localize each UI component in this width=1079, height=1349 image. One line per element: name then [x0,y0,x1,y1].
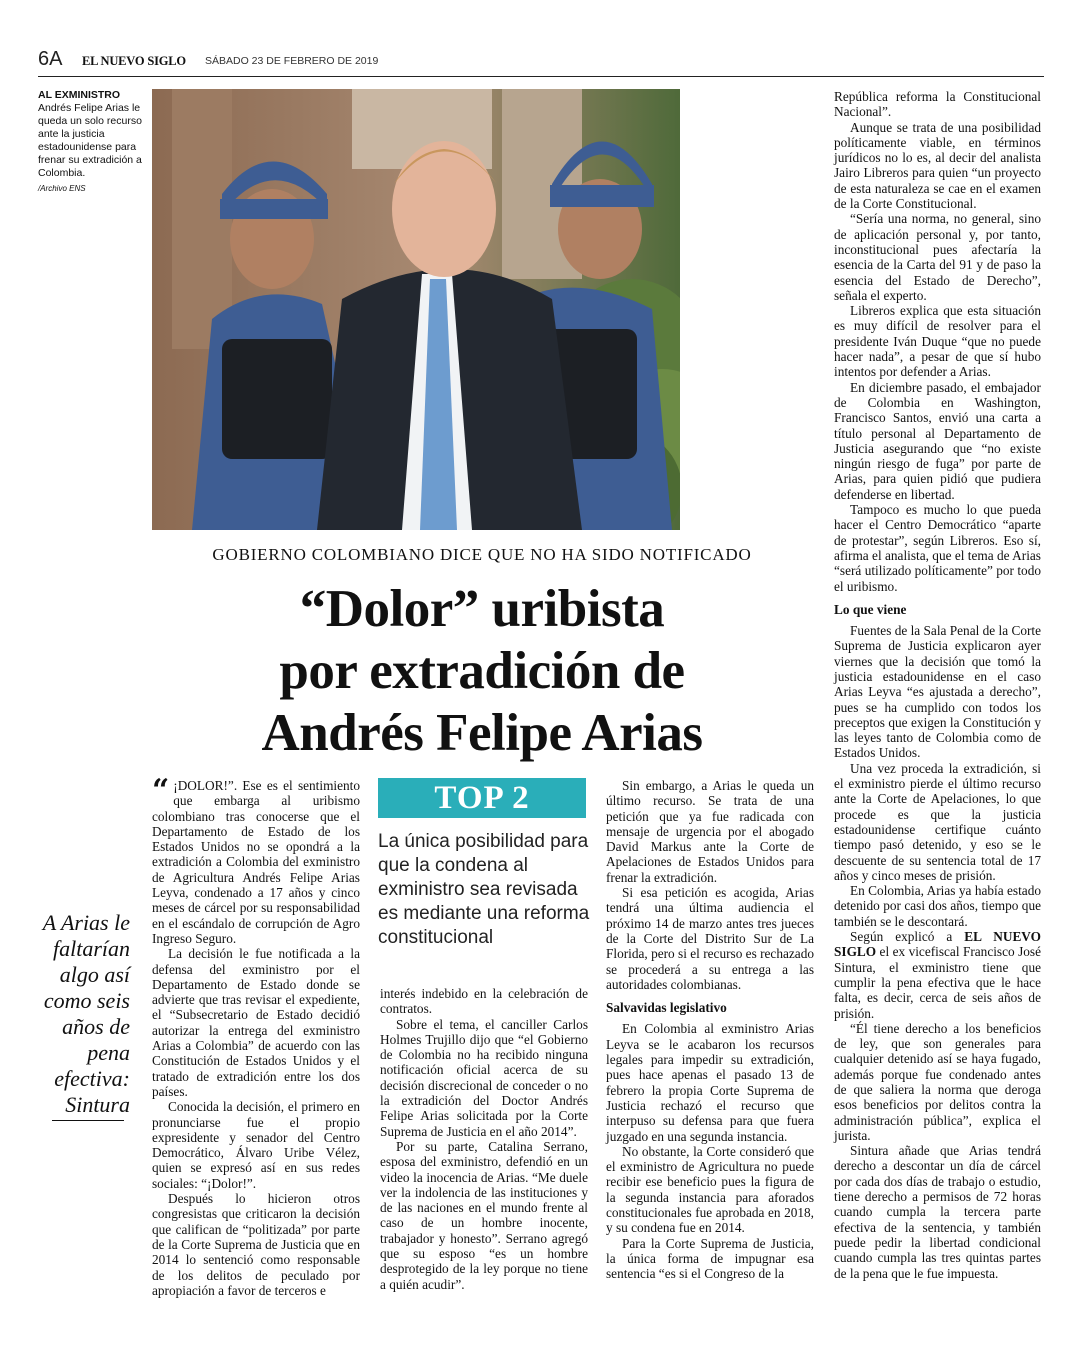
paragraph: Una vez proceda la extradición, si el exministro pierde el último recurso ante la Corte de Apelaciones, lo que procede es que la justicia estadounidense certifique cuánto tiempo pasó detenido, y eso se le descuente de su sentencia total de 17 años y cinco meses de prisión. [834,760,1041,883]
photo-caption [38,89,146,195]
paragraph: Sin embargo, a Arias le queda un último recurso. Se trata de una petición que ya fue radicada con mensaje de urgencia por el abogado David Markus ante la Corte de Apelaciones de Estados Unidos para frenar la extradición. [606,778,814,885]
article-column-4 [834,89,1041,1281]
paragraph: En Colombia al exministro Arias Leyva se le acabaron los recursos legales para impedir su extradición, pues hace apenas el pasado 13 de febrero la propia Corte Suprema de Justicia rechazó el recurso que interpuso su defensa para que fuera juzgado en una segunda instancia. [606,1021,814,1144]
paragraph: Si esa petición es acogida, Arias tendrá una última audiencia el próximo 14 de marzo antes tres jueces de la Corte del Distrito Sur de La Florida, pero si el recurso es rechazado se procederá a su entrega a las autoridades colombianas. [606,885,814,992]
newspaper-mention: EL NUEVO SIGLO [834,929,1041,960]
headline-line: por extradición de [279,642,685,700]
paragraph: Para la Corte Suprema de Justicia, la única forma de impugnar esa sentencia “es si el Congreso de la [606,1235,814,1282]
photo-illustration [152,89,680,530]
paragraph: Sobre el tema, el canciller Carlos Holmes Trujillo dijo que “el Gobierno de Colombia no ha recibido ninguna notificación oficial acerca de su decisión discrecional de conceder o no la extradición del Doctor Andrés Felipe Arias solicitada por la Corte Suprema de Justicia en el año 2014”. [380,1016,588,1139]
subheading: Lo que viene [834,601,907,617]
headline-line: Andrés Felipe Arias [261,704,703,762]
top-box-text: La única posibilidad para que la condena al exministro sea revisada es mediante una reforma constitucional [378,831,590,948]
headline-line: “Dolor” uribista [299,580,665,638]
paragraph: En diciembre pasado, el embajador de Colombia en Washington, Francisco Santos, envió una carta a título personal al Departamento de Justicia asegurando que “no existe ningún riesgo de fuga” por parte de Arias, para quien pidió que pudiera defenderse en libertad. [834,379,1041,502]
paragraph: Conocida la decisión, el primero en pronunciarse fue el propio expresidente y senador del Centro Democrático, Álvaro Uribe Vélez, quien se expresó así en sus redes sociales: “¡Dolor!”. [152,1099,360,1191]
pull-quote-rule [52,1120,124,1121]
paragraph: Aunque se trata de una posibilidad políticamente viable, en términos jurídicos no lo es, al decir del analista Jairo Libreros para quien “un proyecto de esta naturaleza se cae en el examen de la Corte Constitucional. [834,119,1041,212]
pull-quote: A Arias le faltarían algo así como seis años de pena efectiva: Sintura [42,910,130,1117]
news-photo [152,89,680,530]
lead-paragraph: “ ¡DOLOR!”. Ese es el sentimiento que embarga al uribismo colombiano tras conocerse que el Departamento de Estado de los Estados Unidos no se opondrá a la extradición a Colombia del exministro de Agricultura Andrés Felipe Arias Leyva, condenado a 17 años y cinco meses de cárcel por su responsabilidad en el escándalo de corrupción de Agro Ingreso Seguro. [152,773,360,946]
paragraph: “Él tiene derecho a los beneficios de ley, que son generales para cualquier detenido así se haya fugado, además porque fue condenado antes de que saliera la norma que deroga esos beneficios por delitos contra la administración pública”, explica el jurista. [834,1020,1041,1143]
paragraph: Después lo hicieron otros congresistas que criticaron la decisión que califican de “politizada” por parte de la Corte Suprema de Justicia que en 2014 lo sentenció como responsable de los delitos de peculado por apropiación a favor de terceros e [152,1191,360,1298]
paragraph: Tampoco es mucho lo que pueda hacer el Centro Democrático “aparte de protestar”, según Libreros. Eso sí, afirma el analista, que el tema de Arias “será utilizado políticamente” por todo el uribismo. [834,502,1041,594]
article-headline [152,578,812,764]
page-header [38,48,1044,77]
newspaper-name: EL NUEVO SIGLO [82,54,186,68]
paragraph: No obstante, la Corte consideró que el exministro de Agricultura no puede recibir ese beneficio pues la figura de la segunda instancia para aforados constitucionales fue aprobada en 2018, y su condena fue en 2014. [606,1143,814,1236]
article-column-3 [606,778,814,1282]
paragraph: Libreros explica que esta situación es muy difícil de resolver para el presidente Iván Duque “que no puede hacer nada”, a pesar de que sí hubo intentos por defender a Arias. [834,303,1041,380]
caption-text: Andrés Felipe Arias le queda un solo recurso ante la justicia estadounidense para frenar su extradición a Colombia. [38,102,142,179]
paragraph: Fuentes de la Sala Penal de la Corte Suprema de Justicia explicaron ayer viernes que la decisión que tomó la justicia estadounidense en el caso Arias Leyva “es ajustada a derecho”, pues se ha cumplido con todos los preceptos que exigen la Constitución y las leyes tanto de Colombia como de Estados Unidos. [834,623,1041,761]
caption-heading: AL EXMINISTRO [38,89,121,101]
paragraph: Por su parte, Catalina Serrano, esposa del exministro, defendió en un video la inocencia de Arias. “Me duele ver la indolencia de las instituciones y de las naciones en el mundo frente al caso de un hombre inocente, trabajador y honesto”. Serrano agregó que su esposo “es un hombre desprotegido de la ley porque no tiene a quién acudir”. [380,1138,588,1292]
paragraph: “Sería una norma, no general, sino de aplicación personal y, por tanto, inconstitucional pues afectaría la esencia de la Carta del 91 y de paso la esencia del Estado de Derecho”, señala el experto. [834,211,1041,303]
caption-credit: /Archivo ENS [38,184,86,193]
paragraph: La decisión le fue notificada a la defensa del exministro por el Departamento de Estado donde se advierte que tras revisar el expediente, el “Subsecretario de Estado decidió autorizar la entrega del exministro Arias a Colombia” de acuerdo con las Constitución de Estados Unidos y el tratado de extradición entre los dos países. [152,946,360,1099]
subheading: Salvavidas legislativo [606,1000,727,1016]
quote-mark-icon: “ [152,773,170,808]
article-kicker: GOBIERNO COLOMBIANO DICE QUE NO HA SIDO NOTIFICADO [212,545,752,564]
paragraph: En Colombia, Arias ya había estado detenido por casi dos años, tiempo que también se le descontará. [834,883,1041,929]
issue-date: SÁBADO 23 DE FEBRERO DE 2019 [205,55,379,67]
paragraph: República reforma la Constitucional Nacional”. [834,89,1041,120]
article-column-2 [380,986,588,1292]
paragraph: Sintura añade que Arias tendrá derecho a descontar un día de cárcel por cada dos días de trabajo o estudio, tiene derecho a permisos de 72 horas cuando cumpla la tercera parte efectiva de la sentencia, y también puede pedir la libertad condicional cuando cumpla las tres quintas partes de la pena que le fue impuesta. [834,1143,1041,1281]
paragraph: Según explicó a EL NUEVO SIGLO el ex vicefiscal Francisco José Sintura, el exministro tiene que cumplir la pena efectiva que le hace falta, es decir, cerca de seis años de prisión. [834,929,1041,1021]
top-banner: TOP 2 [378,778,586,818]
article-column-1 [152,773,360,1298]
page-number: 6A [38,48,63,70]
paragraph: interés indebido en la celebración de contratos. [380,986,588,1017]
